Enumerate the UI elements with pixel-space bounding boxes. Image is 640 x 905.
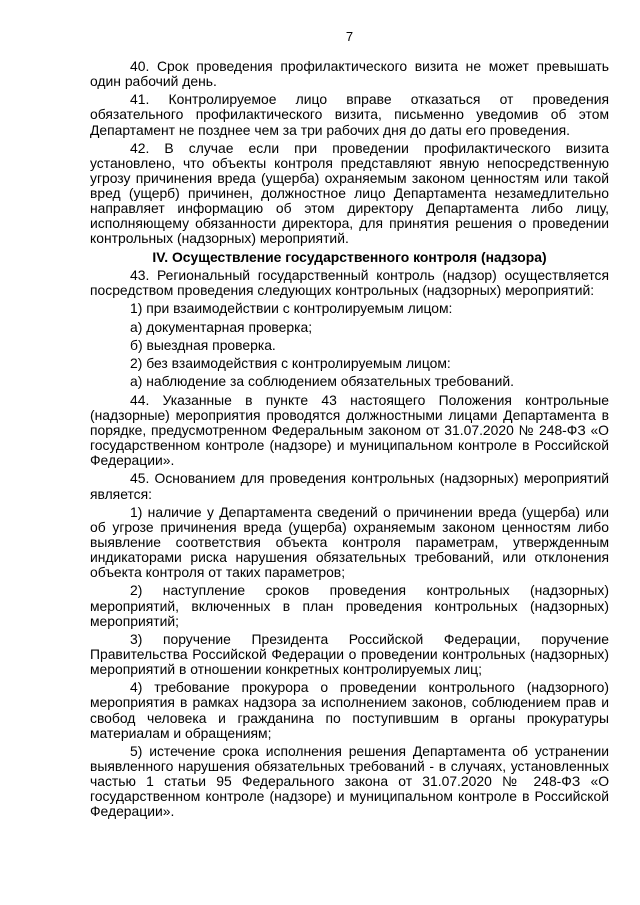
paragraph-40: 40. Срок проведения профилактического визита не может превышать один рабочий день. xyxy=(90,58,609,90)
section-heading: IV. Осуществление государственного контроля (надзора) xyxy=(152,248,547,265)
paragraph-42: 42. В случае если при проведении профилактического визита установлено, что объекты контроля представляют явную непосредственную угрозу причинения вреда (ущерба) охраняемым законом ценностям или такой вред (ущерб) причинен, должностное лицо Департамента незамедлительно направляет информацию об этом директору Департамента либо лицу, исполняющему обязанности директора, для принятия решения о проведении контрольных (надзорных) мероприятий. xyxy=(90,139,609,247)
page-number: 7 xyxy=(345,29,354,44)
paragraph-45: 45. Основанием для проведения контрольных (надзорных) мероприятий является: xyxy=(90,470,609,502)
list-item-43-1a: а) документарная проверка; xyxy=(130,318,313,335)
list-item-45-4: 4) требование прокурора о проведении контрольного (надзорного) мероприятия в рамках надзора за исполнением законов, соблюдением прав и свобод человека и гражданина по поступившим в органы прокуратуры материалам и обращениям; xyxy=(90,679,609,741)
document-body xyxy=(90,59,609,823)
paragraph-41: 41. Контролируемое лицо вправе отказаться от проведения обязательного профилактического визита, письменно уведомив об этом Департамент не позднее чем за три рабочих дня до даты его проведения. xyxy=(90,91,609,138)
paragraph-43: 43. Региональный государственный контроль (надзор) осуществляется посредством проведения следующих контрольных (надзорных) мероприятий: xyxy=(90,266,609,299)
list-item-45-2: 2) наступление сроков проведения контрольных (надзорных) мероприятий, включенных в план проведения контрольных (надзорных) мероприятий; xyxy=(90,582,609,629)
list-item-43-2a: а) наблюдение за соблюдением обязательных требований. xyxy=(130,373,515,390)
list-item-43-1b: б) выездная проверка. xyxy=(130,336,276,353)
list-item-45-5: 5) истечение срока исполнения решения Департамента об устранении выявленного нарушения обязательных требований - в случаях, установленных частью 1 статьи 95 Федерального закона от 31.07.2020 № 248-ФЗ «О государственном контроле (надзоре) и муниципальном контроле в Российской Федерации». xyxy=(90,742,609,820)
list-item-45-3: 3) поручение Президента Российской Федерации, поручение Правительства Российской Федерации о проведении контрольных (надзорных) мероприятий в отношении конкретных контролируемых лиц; xyxy=(90,630,609,678)
list-item-43-2: 2) без взаимодействия с контролируемым лицом: xyxy=(130,355,451,372)
paragraph-44: 44. Указанные в пункте 43 настоящего Положения контрольные (надзорные) мероприятия проводятся должностными лицами Департамента в порядке, предусмотренном Федеральным законом от 31.07.2020 № 248-ФЗ «О государственном контроле (надзоре) и муниципальном контроле в Российской Федерации». xyxy=(90,391,609,469)
list-item-43-1: 1) при взаимодействии с контролируемым лицом: xyxy=(130,300,453,317)
list-item-45-1: 1) наличие у Департамента сведений о причинении вреда (ущерба) или об угрозе причинения вреда (ущерба) охраняемым законом ценностям либо выявление соответствия объекта контроля параметрам, утвержденным индикаторами риска нарушения обязательных требований, или отклонения объекта контроля от таких параметров; xyxy=(90,503,609,581)
